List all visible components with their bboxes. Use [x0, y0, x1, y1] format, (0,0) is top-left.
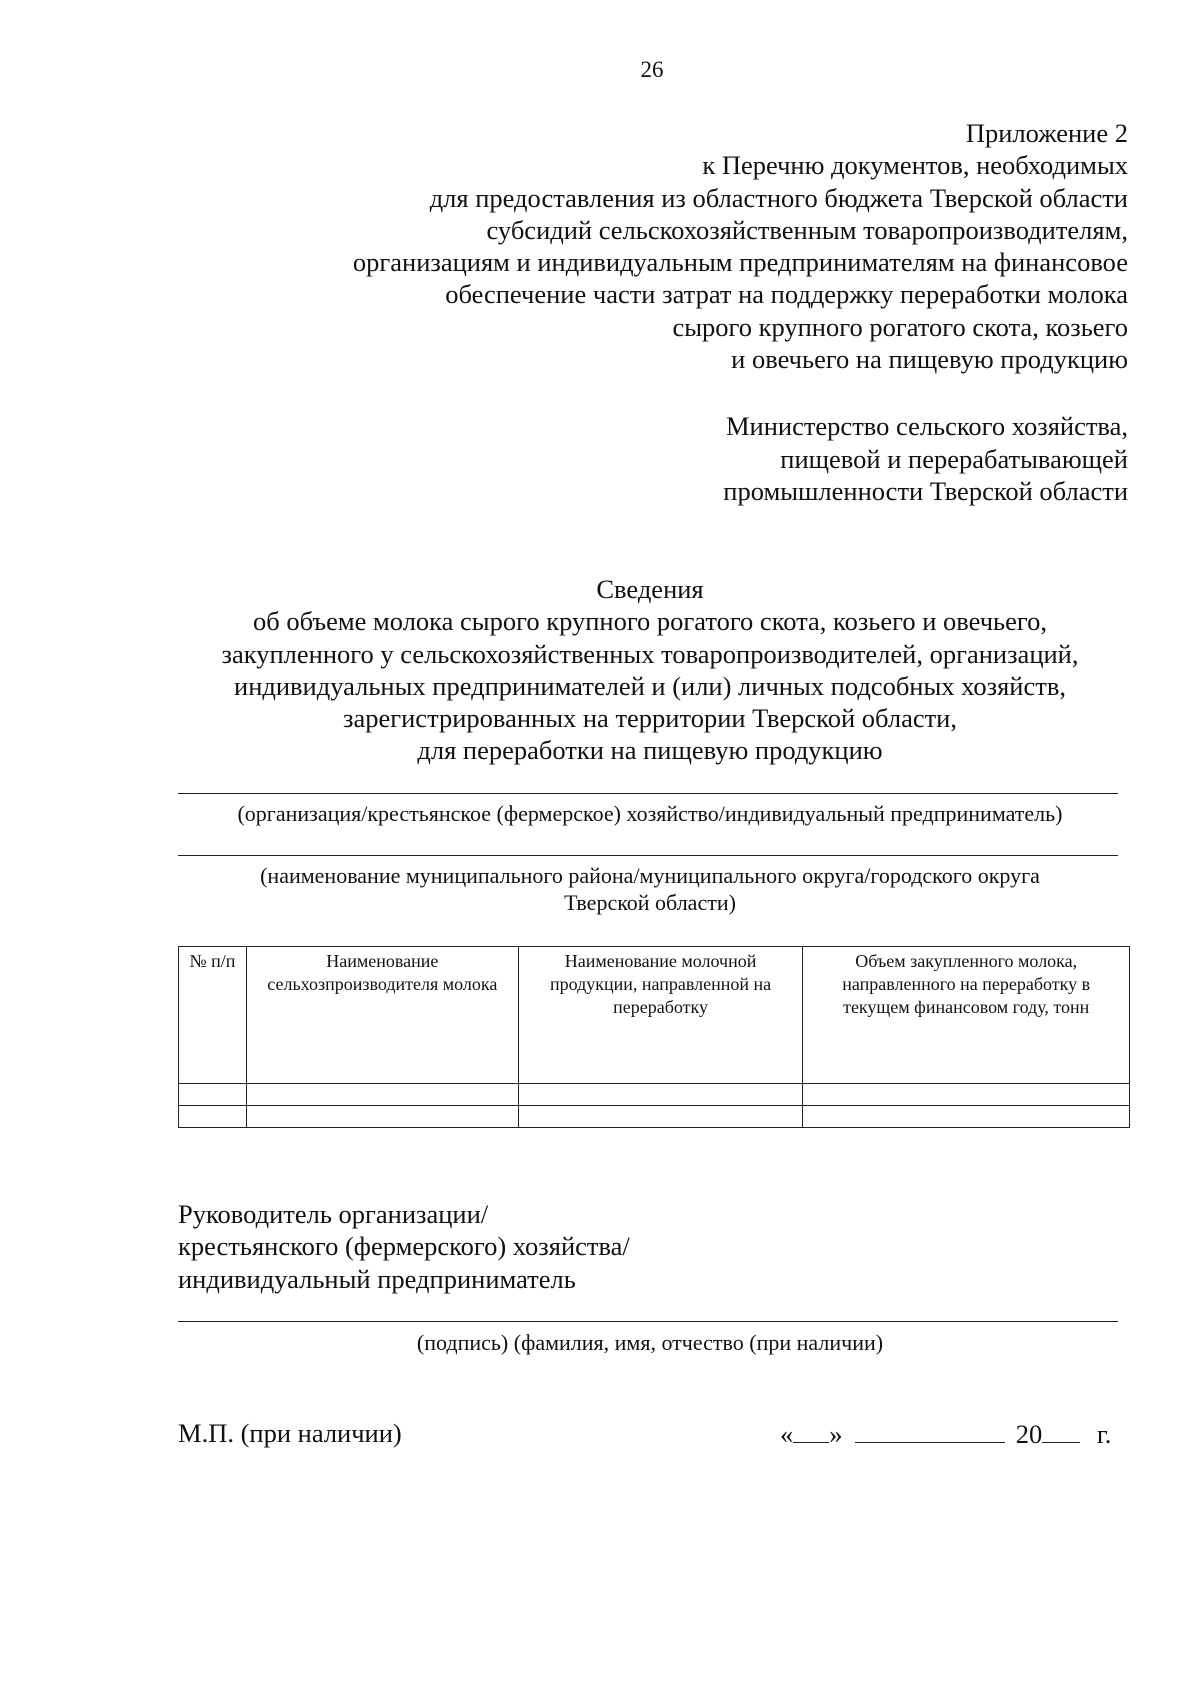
title-line: для переработки на пищевую продукцию: [417, 735, 883, 766]
date-close-quote: »: [829, 1419, 843, 1449]
year-prefix: 20: [1015, 1419, 1043, 1449]
signature-caption: (подпись) (фамилия, имя, отчество (при наличии): [416, 1330, 884, 1355]
title-line: закупленного у сельскохозяйственных товаропроизводителей, организаций,: [221, 638, 1079, 669]
addressee-block: [428, 410, 1128, 508]
table-cell[interactable]: [246, 1084, 518, 1106]
signatory-line: индивидуальный предприниматель: [178, 1263, 576, 1294]
title-line: индивидуальных предпринимателей и (или) личных подсобных хозяйств,: [234, 670, 1066, 701]
annex-line: Приложение 2: [965, 118, 1128, 148]
addressee-line: промышленности Тверской области: [723, 476, 1128, 506]
annex-line: к Перечню документов, необходимых: [702, 150, 1128, 181]
month-blank[interactable]: [855, 1418, 1005, 1443]
year-suffix: г.: [1096, 1419, 1112, 1449]
org-field-line[interactable]: [178, 793, 1118, 794]
column-header-product: Наименование молочной продукции, направленной на переработку: [518, 947, 803, 1084]
signatory-line: крестьянского (фермерского) хозяйства/: [178, 1231, 630, 1262]
district-caption-line: (наименование муниципального района/муниципального округа/городского округа: [260, 863, 1040, 888]
addressee-line: Министерство сельского хозяйства,: [725, 411, 1128, 441]
column-header-volume: Объем закупленного молока, направленного на переработку в текущем финансовом году, тонн: [803, 947, 1130, 1084]
district-caption-line: Тверской области): [564, 890, 736, 915]
table-cell[interactable]: [803, 1084, 1130, 1106]
year-blank[interactable]: [1042, 1418, 1080, 1443]
annex-header: [228, 117, 1128, 375]
date-field: [780, 1418, 1111, 1450]
date-open-quote: «: [780, 1419, 794, 1449]
table-cell[interactable]: [179, 1106, 247, 1128]
annex-line: обеспечение части затрат на поддержку переработки молока: [445, 279, 1128, 310]
annex-line: для предоставления из областного бюджета Тверской области: [429, 182, 1128, 213]
addressee-line: пищевой и перерабатывающей: [780, 443, 1128, 474]
table-cell[interactable]: [246, 1106, 518, 1128]
table-row: [179, 1106, 1130, 1128]
table-cell[interactable]: [179, 1084, 247, 1106]
org-field-caption: (организация/крестьянское (фермерское) хозяйство/индивидуальный предприниматель): [237, 801, 1063, 826]
annex-line: сырого крупного рогатого скота, козьего: [672, 311, 1128, 342]
title-line: об объеме молока сырого крупного рогатого скота, козьего и овечьего,: [252, 606, 1047, 637]
column-header-producer: Наименование сельхозпроизводителя молока: [246, 947, 518, 1084]
table-cell[interactable]: [518, 1084, 803, 1106]
table-cell[interactable]: [518, 1106, 803, 1128]
annex-line: организациям и индивидуальным предпринимателям на финансовое: [352, 247, 1128, 278]
stamp-label: М.П. (при наличии): [178, 1418, 402, 1448]
annex-line: и овечьего на пищевую продукцию: [731, 344, 1128, 375]
district-field-line[interactable]: [178, 855, 1118, 856]
annex-line: субсидий сельскохозяйственным товаропроизводителям,: [486, 214, 1128, 245]
document-title: [150, 573, 1150, 767]
column-header-number: № п/п: [179, 947, 247, 1084]
signatory-line: Руководитель организации/: [178, 1199, 489, 1229]
milk-volume-table: [178, 946, 1130, 1128]
title-line: зарегистрированных на территории Тверской области,: [343, 703, 957, 734]
signature-line[interactable]: [178, 1321, 1118, 1322]
table-row: [179, 1084, 1130, 1106]
signatory-block: [178, 1198, 630, 1295]
table-cell[interactable]: [803, 1106, 1130, 1128]
title-heading: Сведения: [596, 574, 704, 604]
table-header-row: [179, 947, 1130, 1084]
day-blank[interactable]: [793, 1418, 829, 1443]
district-field-caption: [150, 862, 1150, 916]
page-number: 26: [640, 57, 664, 82]
